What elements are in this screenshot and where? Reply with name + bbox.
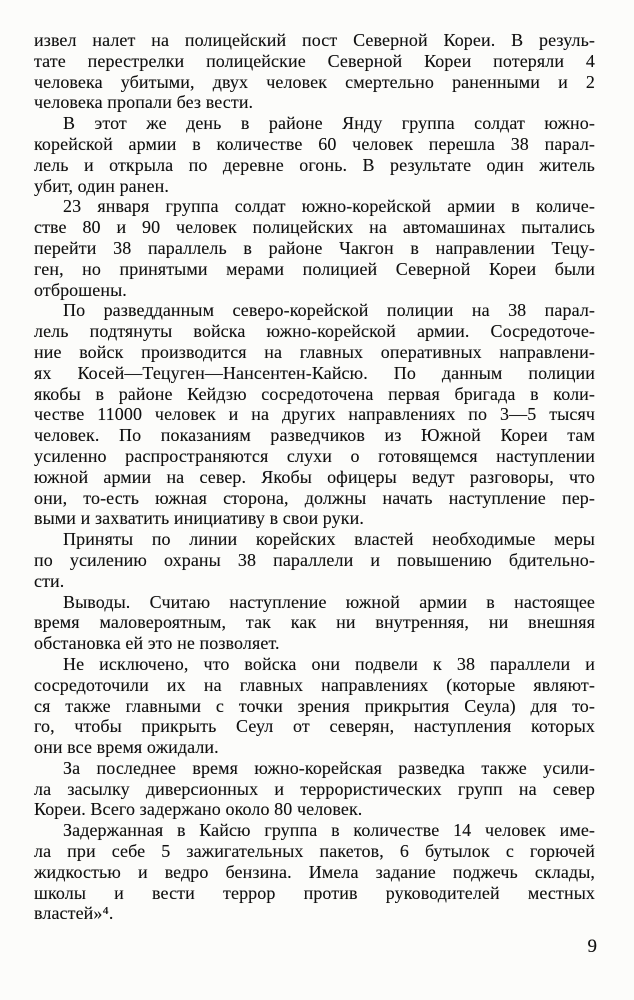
text-line: они, то-есть южная сторона, должны начать наступление пер- — [34, 487, 595, 508]
paragraph — [34, 820, 595, 924]
text-line: якобы в районе Кейдзю сосредоточена первая бригада в коли- — [34, 383, 595, 404]
text-line: сосредоточили их на главных направлениях (которые являют- — [34, 674, 595, 695]
text-line: ся также главными с точки зрения прикрытия Сеула) для то- — [34, 695, 595, 716]
text-line: властей»⁴. — [34, 903, 114, 924]
text-line: го, чтобы прикрыть Сеул от северян, наступления которых — [34, 716, 595, 737]
text-line: убит, один ранен. — [34, 175, 169, 196]
text-line: южной армии на север. Якобы офицеры ведут разговоры, что — [34, 466, 595, 487]
text-line: лель и открыла по деревне огонь. В результате один житель — [34, 154, 595, 175]
paragraph — [34, 30, 595, 113]
page-text-block — [34, 30, 595, 924]
text-line: честве 11000 человек и на других направлениях по 3—5 тысяч — [34, 404, 595, 425]
page-number: 9 — [587, 936, 597, 957]
text-line: извел налет на полицейский пост Северной Кореи. В резуль- — [34, 30, 595, 50]
text-line: перейти 38 параллель в районе Чакгон в направлении Тецу- — [34, 237, 595, 258]
paragraph — [34, 592, 595, 654]
text-line: жидкостью и ведро бензина. Имела задание поджечь склады, — [34, 861, 595, 882]
text-line: человек. По показаниям разведчиков из Южной Кореи там — [34, 425, 595, 446]
text-line: ях Косей—Тецуген—Нансентен-Кайсю. По данным полиции — [34, 362, 595, 383]
text-line: Кореи. Всего задержано около 80 человек. — [34, 799, 363, 820]
paragraph — [34, 654, 595, 758]
paragraph — [34, 300, 595, 529]
text-line: лель подтянуты войска южно-корейской армии. Сосредоточе- — [34, 321, 595, 342]
text-line: Приняты по линии корейских властей необходимые меры — [63, 529, 595, 550]
text-line: 23 января группа солдат южно-корейской армии в количе- — [63, 196, 595, 217]
paragraph — [34, 196, 595, 300]
text-line: ние войск производится на главных оперативных направлени- — [34, 341, 595, 362]
text-line: человека пропали без вести. — [34, 92, 254, 113]
text-line: школы и вести террор против руководителей местных — [34, 882, 595, 903]
paragraph — [34, 529, 595, 591]
text-line: стве 80 и 90 человек полицейских на автомашинах пытались — [34, 217, 595, 238]
text-line: время маловероятным, так как ни внутренняя, ни внешняя — [34, 612, 595, 633]
text-line: выми и захватить инициативу в свои руки. — [34, 508, 364, 529]
text-line: ла при себе 5 зажигательных пакетов, 6 бутылок с горючей — [34, 841, 595, 862]
text-line: За последнее время южно-корейская разведка также усили- — [63, 757, 595, 778]
text-line: ген, но принятыми мерами полицией Северной Кореи были — [34, 258, 595, 279]
text-line: В этот же день в районе Янду группа солдат южно- — [63, 113, 595, 134]
text-line: ла засылку диверсионных и террористических групп на север — [34, 778, 595, 799]
text-line: По разведданным северо-корейской полиции на 38 парал- — [63, 300, 595, 321]
text-line: человека убитыми, двух человек смертельно раненными и 2 — [34, 71, 595, 92]
paragraph — [34, 113, 595, 196]
text-line: усиленно распространяются слухи о готовящемся наступлении — [34, 445, 595, 466]
text-line: сти. — [34, 570, 65, 591]
paragraph — [34, 758, 595, 820]
text-line: они все время ожидали. — [34, 737, 219, 758]
text-line: корейской армии в количестве 60 человек перешла 38 парал- — [34, 133, 595, 154]
text-line: тате перестрелки полицейские Северной Кореи потеряли 4 — [34, 50, 595, 71]
text-line: Задержанная в Кайсю группа в количестве 14 человек име- — [63, 820, 595, 841]
text-line: Выводы. Считаю наступление южной армии в настоящее — [63, 591, 595, 612]
text-line: Не исключено, что войска они подвели к 38 параллели и — [63, 653, 595, 674]
text-line: по усилению охраны 38 параллели и повышению бдительно- — [34, 549, 595, 570]
text-line: отброшены. — [34, 279, 127, 300]
text-line: обстановка ей это не позволяет. — [34, 633, 280, 654]
